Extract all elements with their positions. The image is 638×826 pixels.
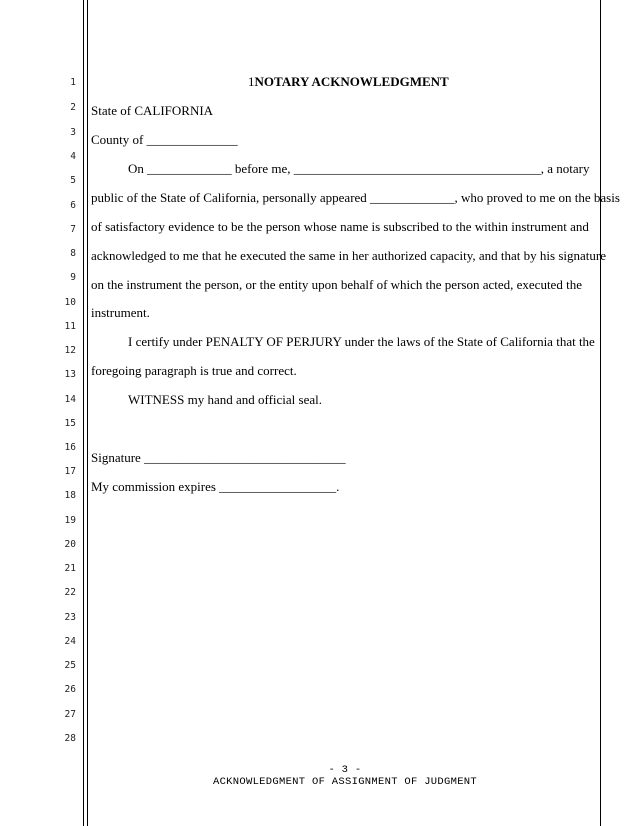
acknowledgment-paragraph-line: instrument. <box>91 305 150 320</box>
signature-line: Signature _______________________________ <box>91 450 346 465</box>
acknowledgment-paragraph-line: On _____________ before me, ______________________________________, a notary <box>128 161 590 176</box>
line-number: 12 <box>64 345 76 356</box>
line-number: 9 <box>70 272 76 283</box>
line-number: 22 <box>64 587 76 598</box>
county-line: County of ______________ <box>91 132 238 147</box>
acknowledgment-paragraph-line: on the instrument the person, or the entity upon behalf of which the person acted, executed the <box>91 277 582 292</box>
line-number: 14 <box>64 394 76 405</box>
line-number: 15 <box>64 418 76 429</box>
title-footnote-mark: 1 <box>248 74 255 89</box>
certification-paragraph-line: foregoing paragraph is true and correct. <box>91 363 297 378</box>
line-number: 5 <box>70 175 76 186</box>
line-number: 2 <box>70 102 76 113</box>
line-number: 27 <box>64 709 76 720</box>
line-number: 16 <box>64 442 76 453</box>
line-number: 28 <box>64 733 76 744</box>
acknowledgment-paragraph-line: acknowledged to me that he executed the same in her authorized capacity, and that by his signature <box>91 248 606 263</box>
line-number: 6 <box>70 200 76 211</box>
right-margin-rule <box>600 0 601 826</box>
line-number: 4 <box>70 151 76 162</box>
line-number: 3 <box>70 127 76 138</box>
left-margin-rule-outer <box>83 0 84 826</box>
line-number: 7 <box>70 224 76 235</box>
line-number: 17 <box>64 466 76 477</box>
line-number: 24 <box>64 636 76 647</box>
footer-title: ACKNOWLEDGMENT OF ASSIGNMENT OF JUDGMENT <box>212 776 478 788</box>
state-line: State of CALIFORNIA <box>91 103 214 118</box>
commission-expires-line: My commission expires __________________. <box>91 479 340 494</box>
title-text: NOTARY ACKNOWLEDGMENT <box>254 74 449 89</box>
page-number: - 3 - <box>328 764 362 776</box>
line-number: 21 <box>64 563 76 574</box>
document-title <box>248 75 449 89</box>
line-number: 20 <box>64 539 76 550</box>
line-number: 26 <box>64 684 76 695</box>
line-number: 25 <box>64 660 76 671</box>
line-number: 10 <box>64 297 76 308</box>
line-number: 19 <box>64 515 76 526</box>
line-number: 11 <box>64 321 76 332</box>
line-number: 13 <box>64 369 76 380</box>
acknowledgment-paragraph-line: of satisfactory evidence to be the person whose name is subscribed to the within instrument and <box>91 219 589 234</box>
left-margin-rule-inner <box>87 0 88 826</box>
certification-paragraph-line: I certify under PENALTY OF PERJURY under the laws of the State of California that the <box>128 334 595 349</box>
acknowledgment-paragraph-line: public of the State of California, personally appeared _____________, who proved to me on the basis <box>91 190 620 205</box>
line-number: 8 <box>70 248 76 259</box>
line-number: 1 <box>70 77 76 88</box>
line-number: 23 <box>64 612 76 623</box>
line-number: 18 <box>64 490 76 501</box>
witness-line: WITNESS my hand and official seal. <box>128 392 322 407</box>
